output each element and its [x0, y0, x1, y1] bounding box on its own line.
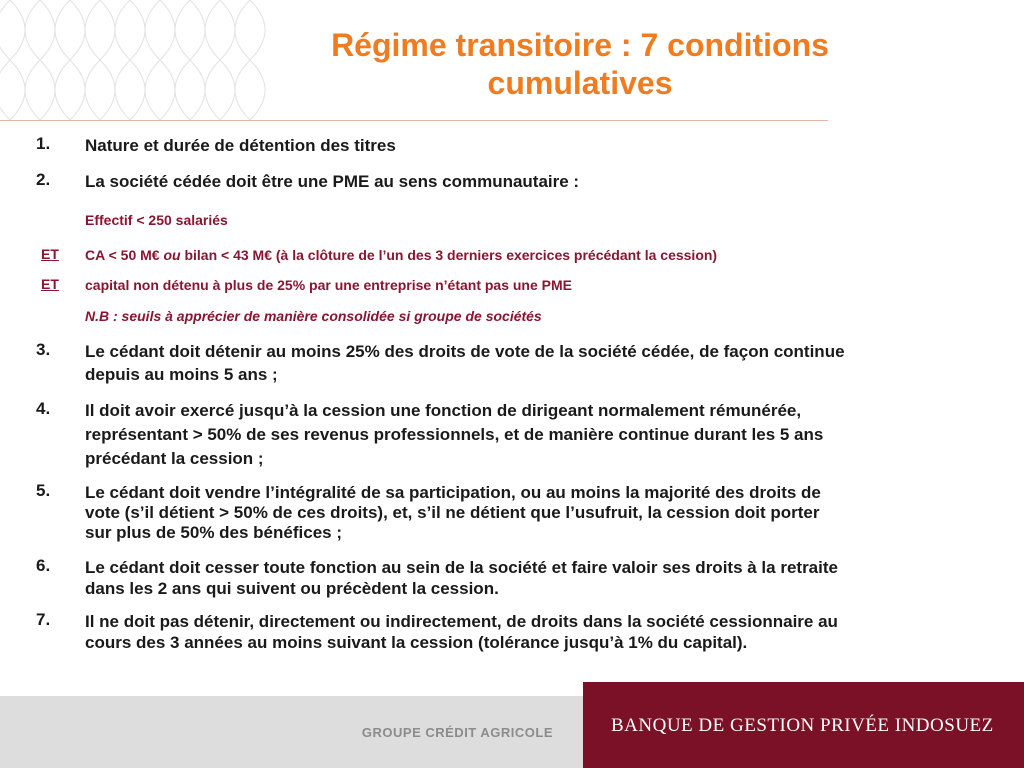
item-number: 5. [36, 481, 51, 500]
item-text-line: précédant la cession ; [85, 449, 264, 468]
item-text-line: depuis au moins 5 ans ; [85, 365, 278, 384]
footer-left-band [0, 696, 583, 768]
et-connector: ET [41, 246, 59, 262]
item-text-line: dans les 2 ans qui suivent ou précèdent la cession. [85, 579, 499, 598]
credit-agricole-logo: GROUPE CRÉDIT AGRICOLE [361, 725, 553, 740]
item-number: 4. [36, 399, 51, 418]
item-number: 2. [36, 170, 51, 189]
ca-prefix: CA < 50 M€ [85, 247, 160, 263]
slide-title [200, 26, 960, 102]
item-text-line: Le cédant doit cesser toute fonction au sein de la société et faire valoir ses droits à la retraite [85, 558, 838, 577]
item-text: La société cédée doit être une PME au sens communautaire : [85, 172, 580, 191]
item-text-line: Le cédant doit vendre l’intégralité de sa participation, ou au moins la majorité des droits de [85, 483, 821, 502]
indosuez-logo: BANQUE DE GESTION PRIVÉE INDOSUEZ [611, 715, 994, 736]
item-text-line: Le cédant doit détenir au moins 25% des droits de vote de la société cédée, de façon continue [85, 342, 845, 361]
sub-condition-text: Effectif < 250 salariés [85, 212, 228, 228]
item-text-line: sur plus de 50% des bénéfices ; [85, 523, 342, 542]
ca-or: ou [163, 247, 181, 263]
item-text-line: Il doit avoir exercé jusqu’à la cession une fonction de dirigeant normalement rémunérée, [85, 401, 802, 420]
item-number: 6. [36, 556, 51, 575]
item-number: 7. [36, 610, 51, 629]
sub-condition-text: capital non détenu à plus de 25% par une entreprise n’étant pas une PME [85, 277, 572, 293]
et-connector: ET [41, 276, 59, 292]
footer-right-band [583, 682, 1024, 768]
nb-note: N.B : seuils à apprécier de manière consolidée si groupe de sociétés [85, 308, 542, 324]
item-text-line: cours des 3 années au moins suivant la cession (tolérance jusqu’à 1% du capital). [85, 633, 748, 652]
ca-suffix: bilan < 43 M€ (à la clôture de l’un des 3 derniers exercices précédant la cession) [184, 247, 718, 263]
header-divider [0, 120, 828, 121]
item-text-line: Il ne doit pas détenir, directement ou indirectement, de droits dans la société cessionnaire au [85, 612, 838, 631]
sub-condition-text [85, 246, 717, 264]
item-number: 3. [36, 340, 51, 359]
item-text-line: représentant > 50% de ses revenus professionnels, et de manière continue durant les 5 ans [85, 425, 824, 444]
slide-title-line2: cumulatives [487, 65, 673, 101]
slide-title-line1: Régime transitoire : 7 conditions [331, 27, 829, 63]
item-number: 1. [36, 134, 51, 153]
item-text-line: vote (s’il détient > 50% de ces droits), et, s’il ne détient que l’usufruit, la cession doit porter [85, 503, 820, 522]
item-text: Nature et durée de détention des titres [85, 136, 396, 155]
